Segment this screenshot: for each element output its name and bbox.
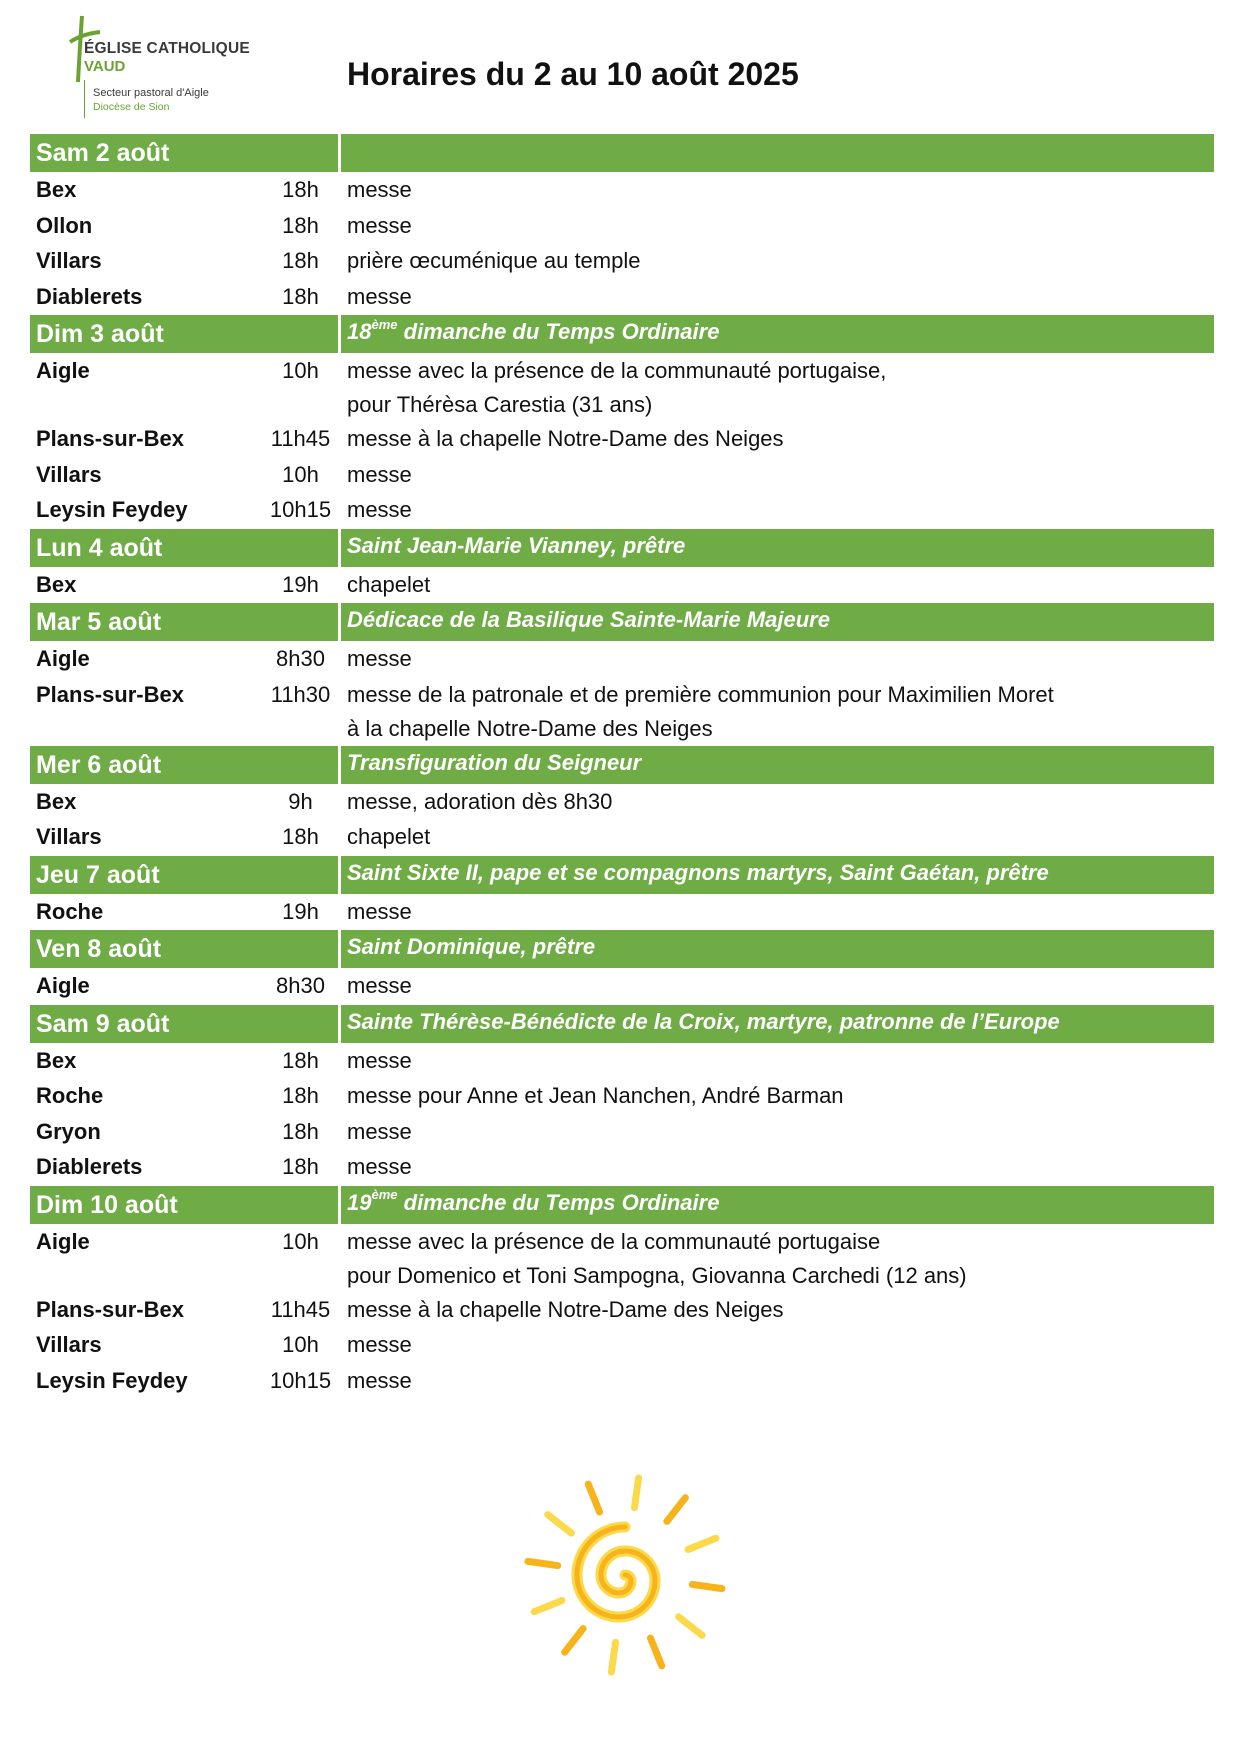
logo [62, 14, 262, 124]
description [347, 1225, 1214, 1293]
description [347, 820, 1214, 854]
feast-label [341, 134, 1214, 172]
day-name: Mer 6 août [30, 746, 338, 784]
time: 11h30 [270, 681, 331, 707]
sun-ray [688, 1538, 716, 1549]
schedule-row [30, 280, 1214, 316]
feast-label [341, 315, 1214, 353]
time: 18h [282, 1154, 319, 1179]
description-line: messe [347, 177, 412, 202]
day-name: Sam 2 août [30, 134, 338, 172]
schedule-row [30, 895, 1214, 931]
schedule-row [30, 1328, 1214, 1364]
description [347, 969, 1214, 1003]
sun-ray [528, 1561, 558, 1565]
day-header [30, 603, 1214, 641]
day-header [30, 1005, 1214, 1043]
description-line: messe [347, 212, 412, 238]
feast-label [341, 1005, 1214, 1043]
feast-text: dimanche du Temps Ordinaire [397, 1189, 720, 1215]
time: 10h15 [269, 497, 332, 522]
feast-label [341, 856, 1214, 894]
description-line: messe pour Anne et Jean Nanchen, André Barman [347, 1083, 844, 1108]
description-line: messe de la patronale et de première communion pour Maximilien Moret [347, 681, 1054, 707]
place: Diablerets [36, 283, 143, 309]
time: 19h [282, 571, 319, 597]
description [347, 1079, 1214, 1113]
feast-text: Sainte Thérèse-Bénédicte de la Croix, martyre, patronne de l’Europe [347, 1008, 1060, 1034]
time: 8h30 [276, 973, 325, 998]
place: Villars [36, 461, 102, 487]
description-line: messe à la chapelle Notre-Dame des Neiges [347, 426, 784, 451]
description [347, 422, 1214, 456]
description-line: messe [347, 1154, 412, 1179]
time: 8h30 [276, 646, 325, 671]
description [347, 458, 1214, 492]
place: Plans-sur-Bex [36, 1296, 184, 1322]
time: 19h [282, 898, 319, 924]
description [347, 1150, 1214, 1184]
sun-ray [548, 1515, 572, 1533]
day-header [30, 1186, 1214, 1224]
description [347, 568, 1214, 602]
sun-ray [667, 1498, 685, 1522]
place: Diablerets [36, 1154, 143, 1179]
schedule-row [30, 173, 1214, 209]
description-line: à la chapelle Notre-Dame des Neiges [347, 715, 713, 741]
day-header [30, 315, 1214, 353]
sun-ray [588, 1484, 599, 1512]
description-line: messe, adoration dès 8h30 [347, 788, 613, 814]
description [347, 1115, 1214, 1149]
schedule-row [30, 1150, 1214, 1186]
logo-line2: VAUD [84, 58, 126, 75]
schedule-row [30, 493, 1214, 529]
day-header [30, 529, 1214, 567]
description [347, 354, 1214, 422]
schedule-row [30, 458, 1214, 494]
description [347, 1293, 1214, 1327]
feast-label [341, 603, 1214, 641]
place: Roche [36, 898, 104, 924]
description [347, 785, 1214, 819]
place: Bex [36, 177, 77, 202]
time: 10h [282, 1332, 319, 1357]
day-name: Sam 9 août [30, 1005, 338, 1043]
day-header [30, 856, 1214, 894]
day-name: Mar 5 août [30, 603, 338, 641]
feast-label [341, 930, 1214, 968]
logo-diocese: Diocèse de Sion [93, 101, 170, 113]
description-line: messe [347, 898, 412, 924]
time: 11h45 [270, 426, 331, 451]
feast-label [341, 1186, 1214, 1224]
day-header [30, 930, 1214, 968]
description-line: pour Thérèsa Carestia (31 ans) [347, 392, 653, 417]
place: Bex [36, 571, 77, 597]
description [347, 895, 1214, 929]
schedule-row [30, 785, 1214, 821]
sun-icon [520, 1470, 730, 1680]
feast-text: Saint Dominique, prêtre [347, 934, 596, 959]
schedule [30, 134, 1214, 1399]
sun-ray [565, 1629, 583, 1653]
description [347, 173, 1214, 207]
description-line: chapelet [347, 824, 431, 849]
description-line: messe avec la présence de la communauté portugaise, [347, 358, 887, 383]
description [347, 678, 1214, 746]
feast-label [341, 746, 1214, 784]
schedule-row [30, 820, 1214, 856]
day-name: Ven 8 août [30, 930, 338, 968]
place: Roche [36, 1083, 104, 1108]
place: Leysin Feydey [36, 1367, 188, 1393]
schedule-row [30, 642, 1214, 678]
day-name: Jeu 7 août [30, 856, 338, 894]
description [347, 244, 1214, 278]
description-line: messe avec la présence de la communauté portugaise [347, 1228, 881, 1254]
day-name: Dim 10 août [30, 1186, 338, 1224]
day-header [30, 746, 1214, 784]
time: 18h [282, 1047, 319, 1073]
place: Bex [36, 788, 77, 814]
place: Ollon [36, 212, 93, 238]
page-title: Horaires du 2 au 10 août 2025 [347, 56, 799, 92]
time: 18h [282, 1118, 319, 1144]
day-name: Lun 4 août [30, 529, 338, 567]
description [347, 1044, 1214, 1078]
description [347, 642, 1214, 676]
schedule-row [30, 678, 1214, 746]
feast-text: Saint Jean-Marie Vianney, prêtre [347, 532, 686, 558]
schedule-row [30, 244, 1214, 280]
schedule-row [30, 354, 1214, 422]
description [347, 209, 1214, 243]
place: Villars [36, 248, 102, 273]
description [347, 1364, 1214, 1398]
feast-ordinal-suffix: ème [371, 316, 398, 332]
place: Bex [36, 1047, 77, 1073]
description-line: messe [347, 1047, 412, 1073]
sun-ray [679, 1617, 703, 1635]
time: 18h [282, 248, 319, 273]
sun-ray [611, 1642, 615, 1672]
feast-ordinal-suffix: ème [371, 1187, 398, 1203]
place: Plans-sur-Bex [36, 681, 184, 707]
description-line: messe [347, 461, 412, 487]
place: Villars [36, 1332, 102, 1357]
sun-ray [650, 1638, 661, 1666]
logo-rule [84, 80, 85, 118]
schedule-row [30, 1079, 1214, 1115]
description [347, 1328, 1214, 1362]
schedule-row [30, 1364, 1214, 1400]
time: 18h [282, 212, 319, 238]
description-line: chapelet [347, 571, 431, 597]
feast-ordinal: 18 [347, 319, 372, 344]
sun-ray [634, 1478, 638, 1508]
sun-ray [534, 1600, 562, 1611]
feast-ordinal: 19 [347, 1189, 372, 1215]
feast-text: Saint Sixte II, pape et se compagnons martyrs, Saint Gaétan, prêtre [347, 859, 1049, 885]
schedule-row [30, 1115, 1214, 1151]
schedule-row [30, 1044, 1214, 1080]
description-line: messe [347, 1332, 412, 1357]
time: 18h [282, 177, 319, 202]
time: 10h15 [269, 1367, 332, 1393]
description [347, 280, 1214, 314]
time: 18h [282, 1083, 319, 1108]
schedule-row [30, 422, 1214, 458]
schedule-row [30, 209, 1214, 245]
place: Aigle [36, 1228, 90, 1254]
time: 10h [282, 358, 319, 383]
description-line: messe à la chapelle Notre-Dame des Neiges [347, 1296, 784, 1322]
day-header [30, 134, 1214, 172]
day-name: Dim 3 août [30, 315, 338, 353]
schedule-row [30, 969, 1214, 1005]
place: Villars [36, 824, 102, 849]
feast-label [341, 529, 1214, 567]
feast-text: Transfiguration du Seigneur [347, 749, 642, 775]
sun-ray [692, 1584, 722, 1588]
feast-text: dimanche du Temps Ordinaire [397, 319, 720, 344]
time: 11h45 [270, 1296, 331, 1322]
description-line: pour Domenico et Toni Sampogna, Giovanna Carchedi (12 ans) [347, 1262, 967, 1288]
schedule-row [30, 1225, 1214, 1293]
place: Aigle [36, 646, 90, 671]
description-line: messe [347, 497, 412, 522]
place: Plans-sur-Bex [36, 426, 184, 451]
place: Aigle [36, 973, 90, 998]
schedule-row [30, 1293, 1214, 1329]
place: Aigle [36, 358, 90, 383]
description-line: prière œcuménique au temple [347, 248, 641, 273]
logo-sector: Secteur pastoral d'Aigle [93, 87, 209, 99]
logo-line1: ÉGLISE CATHOLIQUE [84, 40, 250, 57]
time: 18h [282, 283, 319, 309]
place: Leysin Feydey [36, 497, 188, 522]
time: 10h [282, 1228, 319, 1254]
place: Gryon [36, 1118, 101, 1144]
description-line: messe [347, 1118, 412, 1144]
schedule-row [30, 568, 1214, 604]
description-line: messe [347, 646, 412, 671]
description-line: messe [347, 973, 412, 998]
description-line: messe [347, 1367, 412, 1393]
feast-text: Dédicace de la Basilique Sainte-Marie Majeure [347, 607, 830, 632]
time: 18h [282, 824, 319, 849]
time: 9h [288, 788, 313, 814]
time: 10h [282, 461, 319, 487]
description-line: messe [347, 283, 412, 309]
description [347, 493, 1214, 527]
